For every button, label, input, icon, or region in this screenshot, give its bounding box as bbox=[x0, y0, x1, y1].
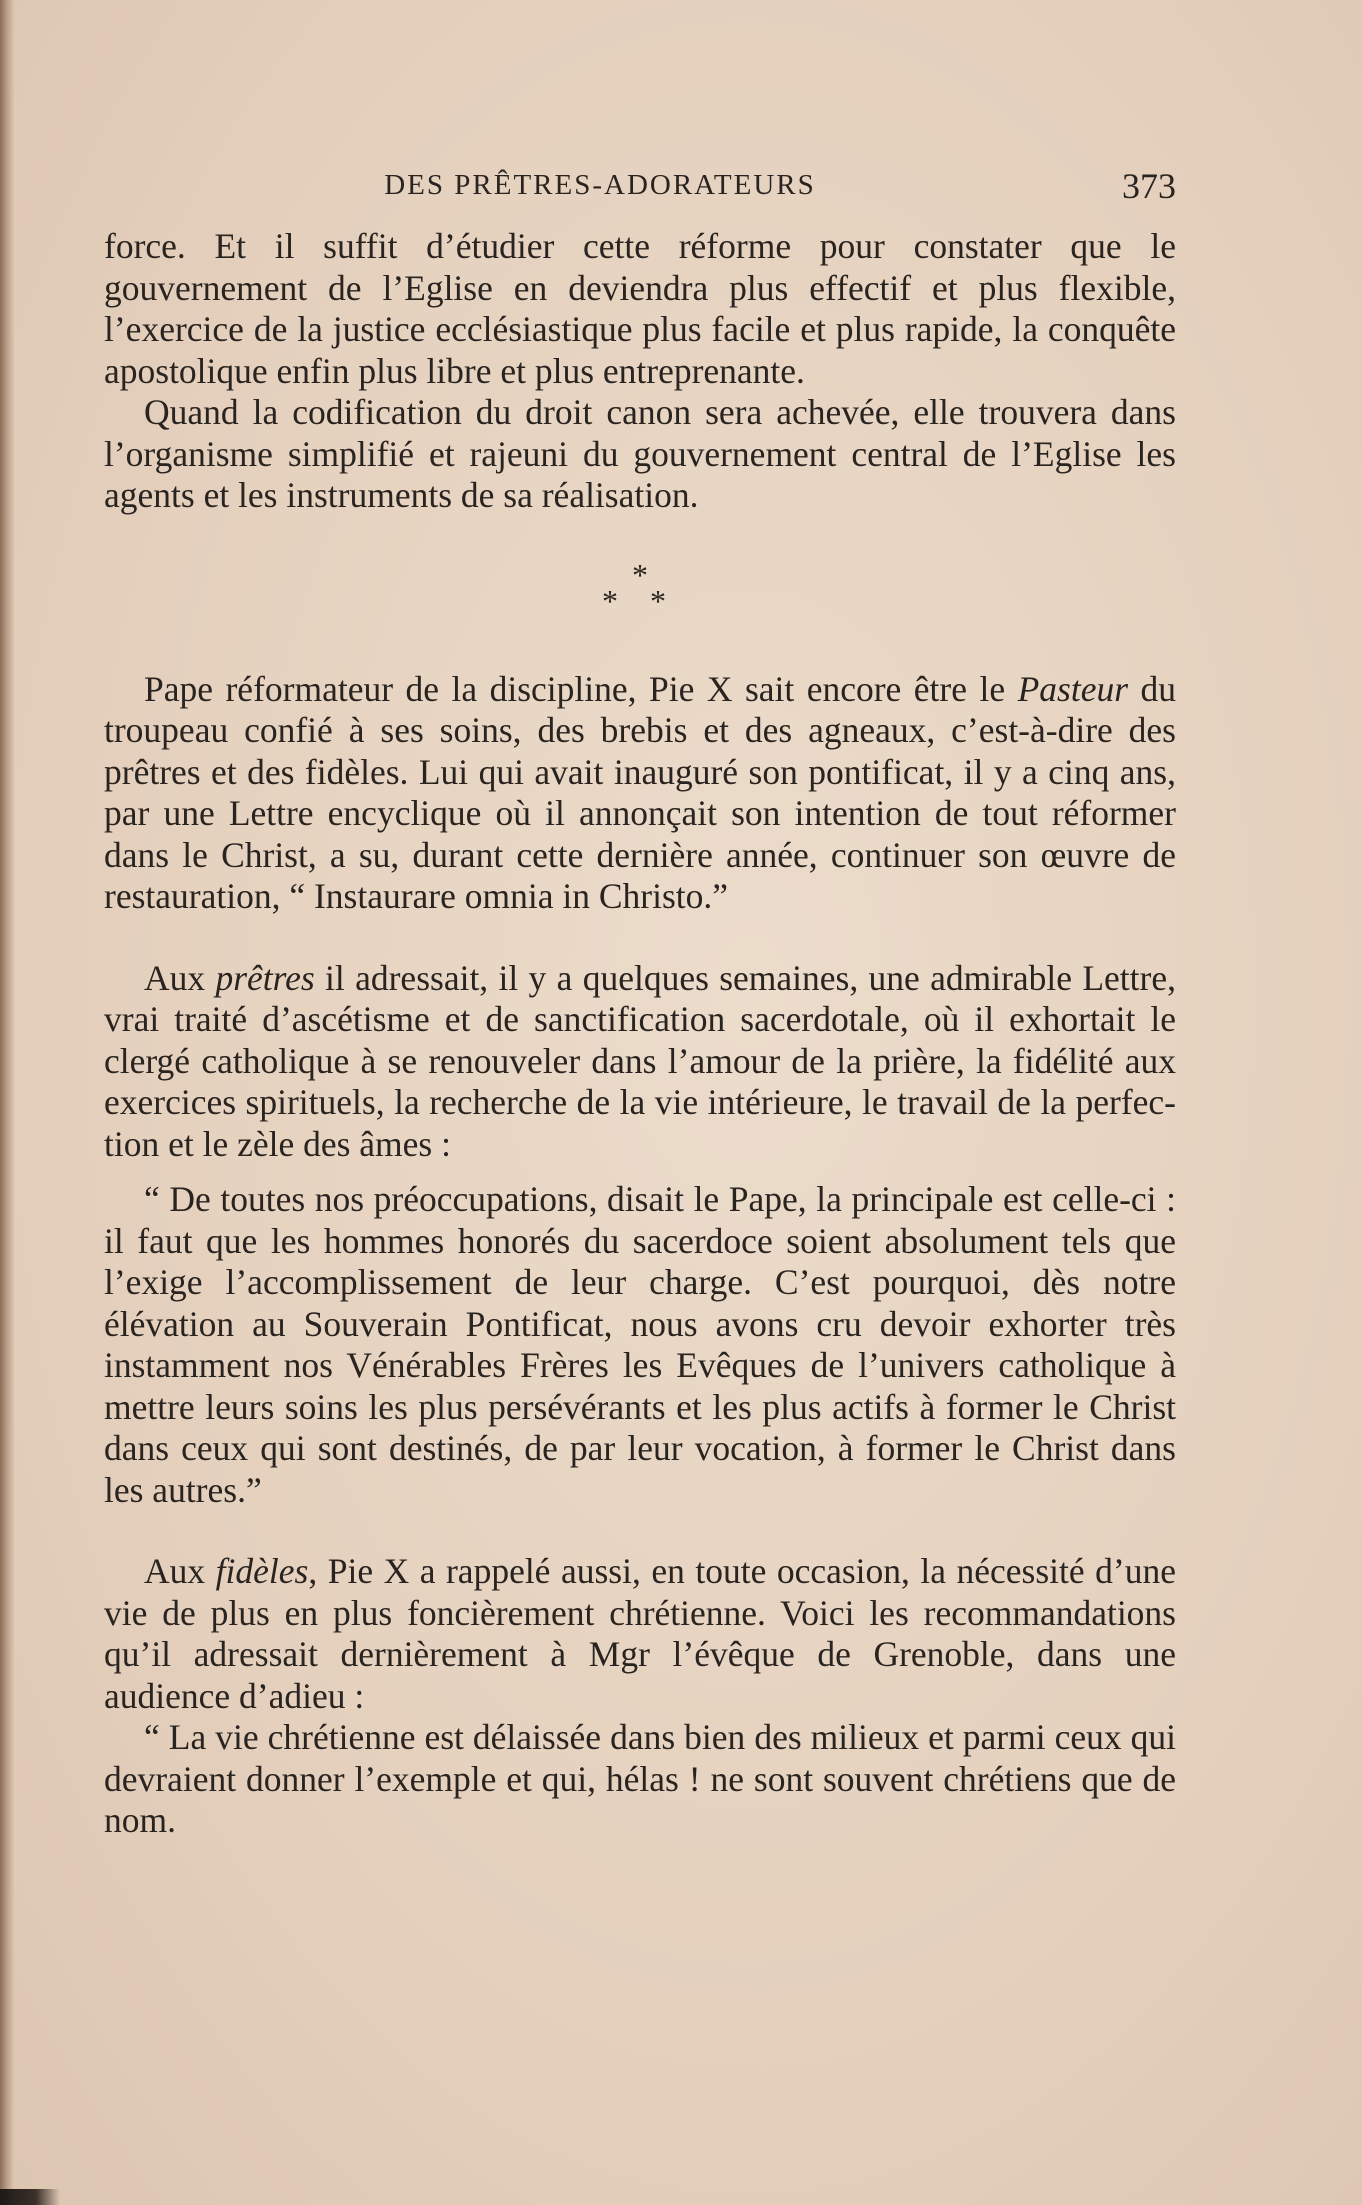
paragraph-3-rest: du troupeau confié à ses soins, des brebis et des agneaux, c’est-à-dire des prêtres et des fidèles. Lui qui avait inauguré son pontificat, il y a cinq ans, par une Lettre encyclique où il annonçait son intention de tout réformer dans le Christ, a su, durant cette dernière année, continuer son œuvre de restauration, “ Instaurare omnia in Christo.” bbox=[104, 668, 1176, 916]
page-corner-shadow bbox=[0, 2189, 60, 2205]
asterism-top: * bbox=[632, 556, 648, 593]
paragraph-2: Quand la codification du droit canon sera achevée, elle trouvera dans l’organisme simplifié et rajeuni du gouvernement central de l’Eglise les agents et les instruments de sa réalisation. bbox=[104, 392, 1176, 515]
page-header bbox=[104, 165, 1176, 209]
page-number: 373 bbox=[1122, 166, 1176, 206]
paragraph-6 bbox=[104, 1551, 1176, 1717]
paragraph-4-start: Aux bbox=[144, 957, 216, 998]
paragraph-4-rest: il adressait, il y a quelques semaines, une admirable Lettre, vrai traité d’ascétisme et de sanctification sacerdotale, où il exhortait le clergé catholique à se renouveler dans l’amour de la prière, la fidélité aux exercices spirituels, la recherche de la vie intérieure, le travail de la perfection et le zèle des âmes : bbox=[104, 957, 1176, 1164]
paragraph-6-start: Aux bbox=[144, 1551, 216, 1591]
paragraph-4-emphasis: prêtres bbox=[215, 957, 315, 998]
body-text bbox=[104, 226, 1176, 1842]
paragraph-3-start: Pape réformateur de la discipline, Pie X sait encore être le bbox=[144, 668, 1018, 709]
paragraph-spacer bbox=[104, 1511, 1176, 1551]
asterism-bottom: * * bbox=[602, 582, 678, 619]
page-binding-edge bbox=[0, 0, 14, 2205]
paragraph-6-emphasis: fidèles bbox=[215, 1551, 309, 1591]
paragraph-spacer bbox=[104, 1165, 1176, 1179]
paragraph-3-emphasis: Pasteur bbox=[1017, 668, 1129, 709]
paragraph-7-quotation: “ La vie chrétienne est délaissée dans bien des milieux et parmi ceux qui devraient donner l’exemple et qui, hélas ! ne sont souvent chrétiens que de nom. bbox=[104, 1717, 1176, 1840]
paragraph-6-rest: , Pie X a rappelé aussi, en toute occasion, la nécessité d’une vie de plus en plus foncièrement chrétienne. Voici les recommandations qu’il adressait dernièrement à Mgr l’évêque de Grenoble, dans une audience d’adieu : bbox=[104, 1551, 1177, 1716]
paragraph-spacer bbox=[104, 918, 1176, 958]
paragraph-5-quotation: “ De toutes nos préoccupations, disait le Pape, la principale est celle-ci : il faut que les hommes honorés du sacerdoce soient absolument tels que l’exige l’accomplissement de leur charge. C’est pourquoi, dès notre élévation au Souverain Pontificat, nous avons cru devoir exhorter très instamment nos Vénérables Frères les Evêques de l’univers catholique à mettre leurs soins les plus persévérants et les plus actifs à former le Christ dans ceux qui sont destinés, de par leur vocation, à former le Christ dans les autres.” bbox=[104, 1179, 1176, 1510]
paragraph-4 bbox=[104, 958, 1176, 1166]
running-head: DES PRÊTRES-ADORATEURS bbox=[384, 169, 816, 201]
asterism-divider bbox=[104, 556, 1176, 621]
paragraph-3 bbox=[104, 669, 1176, 918]
paragraph-1: force. Et il suffit d’étudier cette réforme pour constater que le gouvernement de l’Eglise en deviendra plus effectif et plus flexible, l’exercice de la justice ecclésiastique plus facile et plus rapide, la conquête apostolique enfin plus libre et plus entreprenante. bbox=[104, 226, 1176, 391]
